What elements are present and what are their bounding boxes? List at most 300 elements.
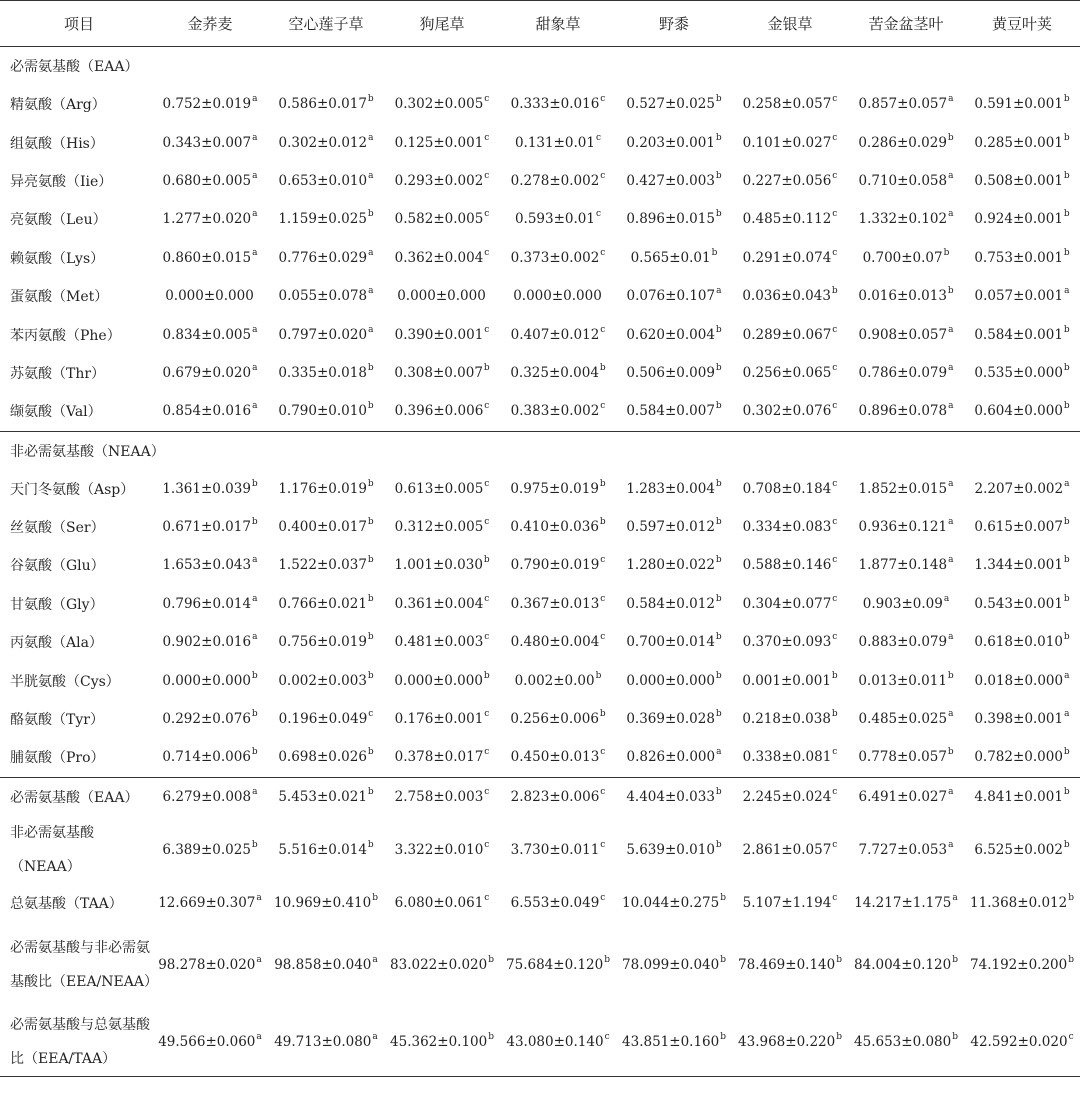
significance-letter: a bbox=[948, 209, 954, 220]
table-row bbox=[0, 162, 1080, 200]
value-cell bbox=[384, 200, 500, 238]
significance-letter: c bbox=[484, 247, 490, 258]
value-cell bbox=[616, 508, 732, 546]
significance-letter: c bbox=[484, 170, 490, 181]
header-cell: 黄豆叶荚 bbox=[964, 1, 1080, 47]
significance-letter: c bbox=[600, 893, 606, 904]
cell-value: 0.325±0.004 bbox=[510, 364, 599, 381]
significance-letter: b bbox=[367, 555, 374, 566]
value-cell bbox=[268, 470, 384, 508]
cell-value: 0.055±0.078 bbox=[278, 288, 368, 305]
value-cell bbox=[732, 700, 848, 738]
value-cell bbox=[268, 162, 384, 200]
cell-value: 10.044±0.275 bbox=[622, 895, 720, 912]
value-cell bbox=[268, 315, 384, 353]
significance-letter: a bbox=[256, 955, 262, 966]
value-cell bbox=[616, 546, 732, 584]
value-cell bbox=[964, 738, 1080, 777]
cell-value: 0.304±0.077 bbox=[742, 595, 832, 612]
cell-value: 0.410±0.036 bbox=[510, 519, 599, 536]
value-cell bbox=[152, 738, 268, 777]
significance-letter: b bbox=[1063, 840, 1070, 851]
cell-value: 0.258±0.057 bbox=[742, 96, 832, 113]
value-cell bbox=[616, 922, 732, 1008]
value-cell bbox=[384, 777, 500, 816]
significance-letter: b bbox=[831, 286, 838, 297]
significance-letter: b bbox=[711, 247, 718, 258]
significance-letter: c bbox=[484, 324, 490, 335]
significance-letter: b bbox=[715, 478, 722, 489]
value-cell bbox=[384, 884, 500, 922]
value-cell bbox=[500, 623, 616, 661]
significance-letter: b bbox=[251, 840, 258, 851]
cell-value: 1.283±0.004 bbox=[626, 480, 715, 497]
table-row bbox=[0, 546, 1080, 584]
value-cell bbox=[732, 239, 848, 277]
cell-value: 5.516±0.014 bbox=[278, 842, 367, 859]
table-row bbox=[0, 1008, 1080, 1077]
significance-letter: b bbox=[488, 1032, 494, 1043]
cell-value: 0.883±0.079 bbox=[858, 634, 948, 651]
significance-letter: c bbox=[832, 170, 838, 181]
header-cell: 狗尾草 bbox=[384, 1, 500, 47]
cell-value: 0.125±0.001 bbox=[394, 134, 484, 151]
significance-letter: a bbox=[256, 893, 262, 904]
significance-letter: b bbox=[1063, 555, 1070, 566]
value-cell bbox=[732, 392, 848, 431]
cell-value: 0.302±0.005 bbox=[394, 96, 484, 113]
value-cell bbox=[500, 354, 616, 392]
cell-value: 0.481±0.003 bbox=[394, 634, 484, 651]
significance-letter: b bbox=[251, 747, 258, 758]
significance-letter: b bbox=[599, 362, 606, 373]
cell-value: 0.834±0.005 bbox=[162, 326, 252, 343]
significance-letter: b bbox=[1063, 401, 1070, 412]
cell-value: 0.378±0.017 bbox=[394, 749, 484, 766]
significance-letter: c bbox=[595, 132, 602, 143]
section-header-row bbox=[0, 47, 1080, 86]
cell-value: 0.390±0.001 bbox=[394, 326, 484, 343]
significance-letter: b bbox=[1063, 747, 1070, 758]
value-cell bbox=[500, 315, 616, 353]
value-cell bbox=[152, 700, 268, 738]
significance-letter: b bbox=[715, 401, 722, 412]
value-cell bbox=[848, 239, 964, 277]
value-cell bbox=[152, 508, 268, 546]
cell-value: 0.000±0.000 bbox=[165, 288, 254, 305]
value-cell bbox=[268, 85, 384, 123]
header-cell: 金荞麦 bbox=[152, 1, 268, 47]
significance-letter: b bbox=[1063, 632, 1070, 643]
significance-letter: b bbox=[952, 955, 958, 966]
value-cell bbox=[848, 123, 964, 161]
header-cell: 甜象草 bbox=[500, 1, 616, 47]
value-cell bbox=[500, 277, 616, 315]
cell-value: 0.293±0.002 bbox=[394, 172, 484, 189]
value-cell bbox=[964, 884, 1080, 922]
cell-value: 0.334±0.083 bbox=[742, 519, 832, 536]
cell-value: 0.700±0.014 bbox=[626, 634, 715, 651]
cell-value: 0.790±0.010 bbox=[278, 403, 367, 420]
value-cell bbox=[384, 508, 500, 546]
cell-value: 6.491±0.027 bbox=[858, 788, 948, 805]
cell-value: 0.543±0.001 bbox=[974, 595, 1063, 612]
value-cell bbox=[268, 777, 384, 816]
value-cell bbox=[964, 1008, 1080, 1077]
table-row bbox=[0, 508, 1080, 546]
cell-value: 0.936±0.121 bbox=[858, 519, 948, 536]
value-cell bbox=[384, 700, 500, 738]
row-label: 亮氨酸（Leu） bbox=[10, 212, 107, 229]
value-cell bbox=[848, 884, 964, 922]
cell-value: 0.427±0.003 bbox=[626, 172, 715, 189]
significance-letter: c bbox=[484, 747, 490, 758]
value-cell bbox=[848, 470, 964, 508]
significance-letter: c bbox=[600, 786, 606, 797]
significance-letter: a bbox=[716, 286, 722, 297]
cell-value: 1.361±0.039 bbox=[162, 480, 251, 497]
cell-value: 0.593±0.01 bbox=[514, 211, 595, 228]
cell-value: 0.857±0.057 bbox=[858, 96, 948, 113]
cell-value: 43.851±0.160 bbox=[622, 1034, 720, 1051]
significance-letter: b bbox=[251, 709, 258, 720]
value-cell bbox=[732, 1008, 848, 1077]
significance-letter: c bbox=[832, 555, 838, 566]
significance-letter: a bbox=[368, 170, 374, 181]
significance-letter: b bbox=[836, 1032, 842, 1043]
value-cell bbox=[848, 700, 964, 738]
value-cell bbox=[500, 508, 616, 546]
cell-value: 0.584±0.012 bbox=[626, 595, 715, 612]
significance-letter: a bbox=[948, 362, 954, 373]
significance-letter: b bbox=[1063, 209, 1070, 220]
significance-letter: a bbox=[948, 709, 954, 720]
cell-value: 0.370±0.093 bbox=[742, 634, 832, 651]
value-cell bbox=[384, 239, 500, 277]
significance-letter: b bbox=[1063, 247, 1070, 258]
cell-value: 2.861±0.057 bbox=[742, 842, 832, 859]
row-label: 必需氨基酸与总氨基酸比（EEA/TAA） bbox=[0, 1008, 152, 1077]
significance-letter: b bbox=[715, 670, 722, 681]
cell-value: 0.485±0.025 bbox=[858, 711, 948, 728]
cell-value: 0.285±0.001 bbox=[974, 134, 1063, 151]
value-cell bbox=[732, 585, 848, 623]
section-title: 必需氨基酸（EAA） bbox=[10, 59, 139, 75]
significance-letter: b bbox=[483, 670, 490, 681]
value-cell bbox=[152, 315, 268, 353]
value-cell bbox=[152, 623, 268, 661]
significance-letter: b bbox=[720, 955, 726, 966]
significance-letter: b bbox=[715, 324, 722, 335]
value-cell bbox=[152, 1008, 268, 1077]
cell-value: 5.453±0.021 bbox=[278, 788, 367, 805]
value-cell bbox=[732, 470, 848, 508]
value-cell bbox=[152, 777, 268, 816]
value-cell bbox=[268, 884, 384, 922]
significance-letter: b bbox=[720, 893, 726, 904]
cell-value: 0.790±0.019 bbox=[510, 557, 600, 574]
cell-value: 0.000±0.000 bbox=[397, 288, 486, 305]
cell-value: 0.752±0.019 bbox=[162, 96, 252, 113]
value-cell bbox=[616, 85, 732, 123]
significance-letter: c bbox=[832, 517, 838, 528]
value-cell bbox=[964, 546, 1080, 584]
significance-letter: c bbox=[484, 517, 490, 528]
significance-letter: b bbox=[367, 94, 374, 105]
value-cell bbox=[732, 777, 848, 816]
significance-letter: c bbox=[832, 632, 838, 643]
value-cell bbox=[268, 661, 384, 699]
cell-value: 0.796±0.014 bbox=[162, 595, 252, 612]
significance-letter: b bbox=[947, 747, 954, 758]
value-cell bbox=[964, 239, 1080, 277]
value-cell bbox=[500, 922, 616, 1008]
significance-letter: b bbox=[720, 1032, 726, 1043]
header-cell: 苦金盆茎叶 bbox=[848, 1, 964, 47]
significance-letter: b bbox=[367, 209, 374, 220]
cell-value: 0.203±0.001 bbox=[626, 134, 715, 151]
value-cell bbox=[732, 816, 848, 884]
significance-letter: b bbox=[599, 478, 606, 489]
value-cell bbox=[152, 392, 268, 431]
value-cell bbox=[964, 470, 1080, 508]
value-cell bbox=[500, 585, 616, 623]
significance-letter: c bbox=[600, 247, 606, 258]
cell-value: 0.343±0.007 bbox=[162, 134, 252, 151]
row-label: 丝氨酸（Ser） bbox=[10, 520, 105, 537]
cell-value: 0.908±0.057 bbox=[858, 326, 948, 343]
significance-letter: c bbox=[832, 401, 838, 412]
row-label: 必需氨基酸（EAA） bbox=[10, 789, 139, 806]
value-cell bbox=[848, 661, 964, 699]
significance-letter: b bbox=[483, 362, 490, 373]
significance-letter: b bbox=[715, 632, 722, 643]
row-label: 总氨基酸（TAA） bbox=[10, 896, 123, 913]
significance-letter: a bbox=[252, 324, 258, 335]
cell-value: 5.639±0.010 bbox=[626, 842, 715, 859]
cell-value: 0.278±0.002 bbox=[510, 172, 600, 189]
cell-value: 0.256±0.006 bbox=[510, 711, 599, 728]
cell-value: 0.292±0.076 bbox=[162, 711, 251, 728]
value-cell bbox=[500, 1008, 616, 1077]
row-label: 非必需氨基酸（NEAA） bbox=[10, 825, 94, 876]
significance-letter: b bbox=[367, 478, 374, 489]
value-cell bbox=[616, 661, 732, 699]
cell-value: 0.896±0.078 bbox=[858, 403, 948, 420]
cell-value: 0.450±0.013 bbox=[510, 749, 600, 766]
cell-value: 0.615±0.007 bbox=[974, 519, 1063, 536]
significance-letter: c bbox=[832, 478, 838, 489]
value-cell bbox=[268, 277, 384, 315]
significance-letter: a bbox=[948, 324, 954, 335]
cell-value: 0.057±0.001 bbox=[974, 288, 1064, 305]
cell-value: 6.389±0.025 bbox=[162, 842, 251, 859]
cell-value: 1.653±0.043 bbox=[162, 557, 252, 574]
cell-value: 0.714±0.006 bbox=[162, 749, 251, 766]
cell-value: 10.969±0.410 bbox=[274, 895, 372, 912]
value-cell bbox=[616, 277, 732, 315]
value-cell bbox=[152, 85, 268, 123]
significance-letter: b bbox=[367, 840, 374, 851]
value-cell bbox=[848, 585, 964, 623]
cell-value: 0.860±0.015 bbox=[162, 249, 252, 266]
significance-letter: a bbox=[948, 478, 954, 489]
cell-value: 0.076±0.107 bbox=[626, 288, 716, 305]
cell-value: 0.924±0.001 bbox=[974, 211, 1063, 228]
significance-letter: b bbox=[251, 670, 258, 681]
significance-letter: b bbox=[715, 709, 722, 720]
value-cell bbox=[848, 1008, 964, 1077]
cell-value: 0.902±0.016 bbox=[162, 634, 252, 651]
significance-letter: c bbox=[832, 247, 838, 258]
value-cell bbox=[616, 884, 732, 922]
value-cell bbox=[964, 922, 1080, 1008]
value-cell bbox=[964, 623, 1080, 661]
cell-value: 0.535±0.000 bbox=[974, 364, 1063, 381]
value-cell bbox=[268, 239, 384, 277]
cell-value: 0.101±0.027 bbox=[742, 134, 832, 151]
value-cell bbox=[616, 200, 732, 238]
significance-letter: c bbox=[832, 209, 838, 220]
value-cell bbox=[384, 623, 500, 661]
cell-value: 0.506±0.009 bbox=[626, 364, 715, 381]
significance-letter: c bbox=[600, 632, 606, 643]
cell-value: 0.671±0.017 bbox=[162, 519, 251, 536]
value-cell bbox=[616, 392, 732, 431]
value-cell bbox=[732, 315, 848, 353]
cell-value: 0.338±0.081 bbox=[742, 749, 832, 766]
significance-letter: b bbox=[715, 593, 722, 604]
significance-letter: c bbox=[832, 786, 838, 797]
cell-value: 0.333±0.016 bbox=[510, 96, 600, 113]
cell-value: 45.653±0.080 bbox=[854, 1034, 952, 1051]
cell-value: 0.362±0.004 bbox=[394, 249, 484, 266]
cell-value: 0.383±0.002 bbox=[510, 403, 600, 420]
cell-value: 0.584±0.007 bbox=[626, 403, 715, 420]
significance-letter: a bbox=[252, 632, 258, 643]
cell-value: 4.841±0.001 bbox=[974, 788, 1063, 805]
significance-letter: a bbox=[1064, 478, 1070, 489]
cell-value: 83.022±0.020 bbox=[390, 957, 488, 974]
cell-value: 0.312±0.005 bbox=[394, 519, 484, 536]
significance-letter: b bbox=[715, 132, 722, 143]
cell-value: 0.680±0.005 bbox=[162, 172, 252, 189]
significance-letter: a bbox=[368, 132, 374, 143]
cell-value: 0.000±0.000 bbox=[626, 672, 715, 689]
cell-value: 0.400±0.017 bbox=[278, 519, 367, 536]
value-cell bbox=[848, 623, 964, 661]
value-cell bbox=[268, 700, 384, 738]
cell-value: 0.335±0.018 bbox=[278, 364, 367, 381]
cell-value: 0.588±0.146 bbox=[742, 557, 832, 574]
value-cell bbox=[152, 277, 268, 315]
cell-value: 0.756±0.019 bbox=[278, 634, 367, 651]
significance-letter: c bbox=[832, 132, 838, 143]
significance-letter: b bbox=[595, 670, 602, 681]
table-row bbox=[0, 200, 1080, 238]
significance-letter: a bbox=[716, 747, 722, 758]
value-cell bbox=[732, 661, 848, 699]
value-cell bbox=[964, 123, 1080, 161]
significance-letter: b bbox=[952, 1032, 958, 1043]
cell-value: 0.286±0.029 bbox=[858, 134, 947, 151]
cell-value: 0.620±0.004 bbox=[626, 326, 715, 343]
value-cell bbox=[616, 816, 732, 884]
value-cell bbox=[384, 738, 500, 777]
significance-letter: b bbox=[836, 955, 842, 966]
cell-value: 0.016±0.013 bbox=[858, 288, 947, 305]
significance-letter: a bbox=[948, 786, 954, 797]
significance-letter: a bbox=[1064, 286, 1070, 297]
cell-value: 2.207±0.002 bbox=[974, 480, 1064, 497]
value-cell bbox=[848, 315, 964, 353]
cell-value: 0.302±0.076 bbox=[742, 403, 832, 420]
cell-value: 0.369±0.028 bbox=[626, 711, 715, 728]
significance-letter: c bbox=[484, 478, 490, 489]
significance-letter: a bbox=[1064, 709, 1070, 720]
value-cell bbox=[732, 738, 848, 777]
row-label: 丙氨酸（Ala） bbox=[10, 635, 103, 652]
row-label: 必需氨基酸与非必需氨基酸比（EEA/NEAA） bbox=[10, 940, 158, 991]
significance-letter: b bbox=[1068, 955, 1074, 966]
value-cell bbox=[268, 1008, 384, 1077]
table-row bbox=[0, 239, 1080, 277]
significance-letter: a bbox=[252, 132, 258, 143]
cell-value: 0.527±0.025 bbox=[626, 96, 715, 113]
value-cell bbox=[964, 700, 1080, 738]
table-row bbox=[0, 777, 1080, 816]
significance-letter: b bbox=[367, 593, 374, 604]
significance-letter: b bbox=[1063, 94, 1070, 105]
significance-letter: c bbox=[600, 401, 606, 412]
cell-value: 0.786±0.079 bbox=[858, 364, 948, 381]
value-cell bbox=[152, 884, 268, 922]
table-row bbox=[0, 816, 1080, 884]
significance-letter: b bbox=[715, 209, 722, 220]
significance-letter: c bbox=[600, 840, 606, 851]
value-cell bbox=[152, 200, 268, 238]
cell-value: 0.218±0.038 bbox=[742, 711, 831, 728]
cell-value: 1.277±0.020 bbox=[162, 211, 252, 228]
cell-value: 84.004±0.120 bbox=[854, 957, 952, 974]
value-cell bbox=[616, 239, 732, 277]
significance-letter: c bbox=[600, 170, 606, 181]
cell-value: 45.362±0.100 bbox=[390, 1034, 488, 1051]
cell-value: 0.361±0.004 bbox=[394, 595, 484, 612]
significance-letter: b bbox=[1063, 786, 1070, 797]
row-label: 缬氨酸（Val） bbox=[0, 392, 152, 431]
significance-letter: c bbox=[484, 209, 490, 220]
value-cell bbox=[848, 546, 964, 584]
cell-value: 0.002±0.00 bbox=[514, 672, 595, 689]
significance-letter: b bbox=[831, 709, 838, 720]
significance-letter: c bbox=[832, 324, 838, 335]
cell-value: 78.099±0.040 bbox=[622, 957, 720, 974]
value-cell bbox=[616, 470, 732, 508]
cell-value: 0.480±0.004 bbox=[510, 634, 600, 651]
cell-value: 0.565±0.01 bbox=[630, 249, 711, 266]
value-cell bbox=[500, 777, 616, 816]
cell-value: 74.192±0.200 bbox=[970, 957, 1068, 974]
significance-letter: b bbox=[1063, 517, 1070, 528]
value-cell bbox=[616, 777, 732, 816]
cell-value: 0.591±0.001 bbox=[974, 96, 1063, 113]
significance-letter: b bbox=[372, 893, 378, 904]
cell-value: 0.407±0.012 bbox=[510, 326, 600, 343]
value-cell bbox=[500, 85, 616, 123]
value-cell bbox=[384, 162, 500, 200]
row-label: 天门冬氨酸（Asp） bbox=[10, 481, 135, 498]
